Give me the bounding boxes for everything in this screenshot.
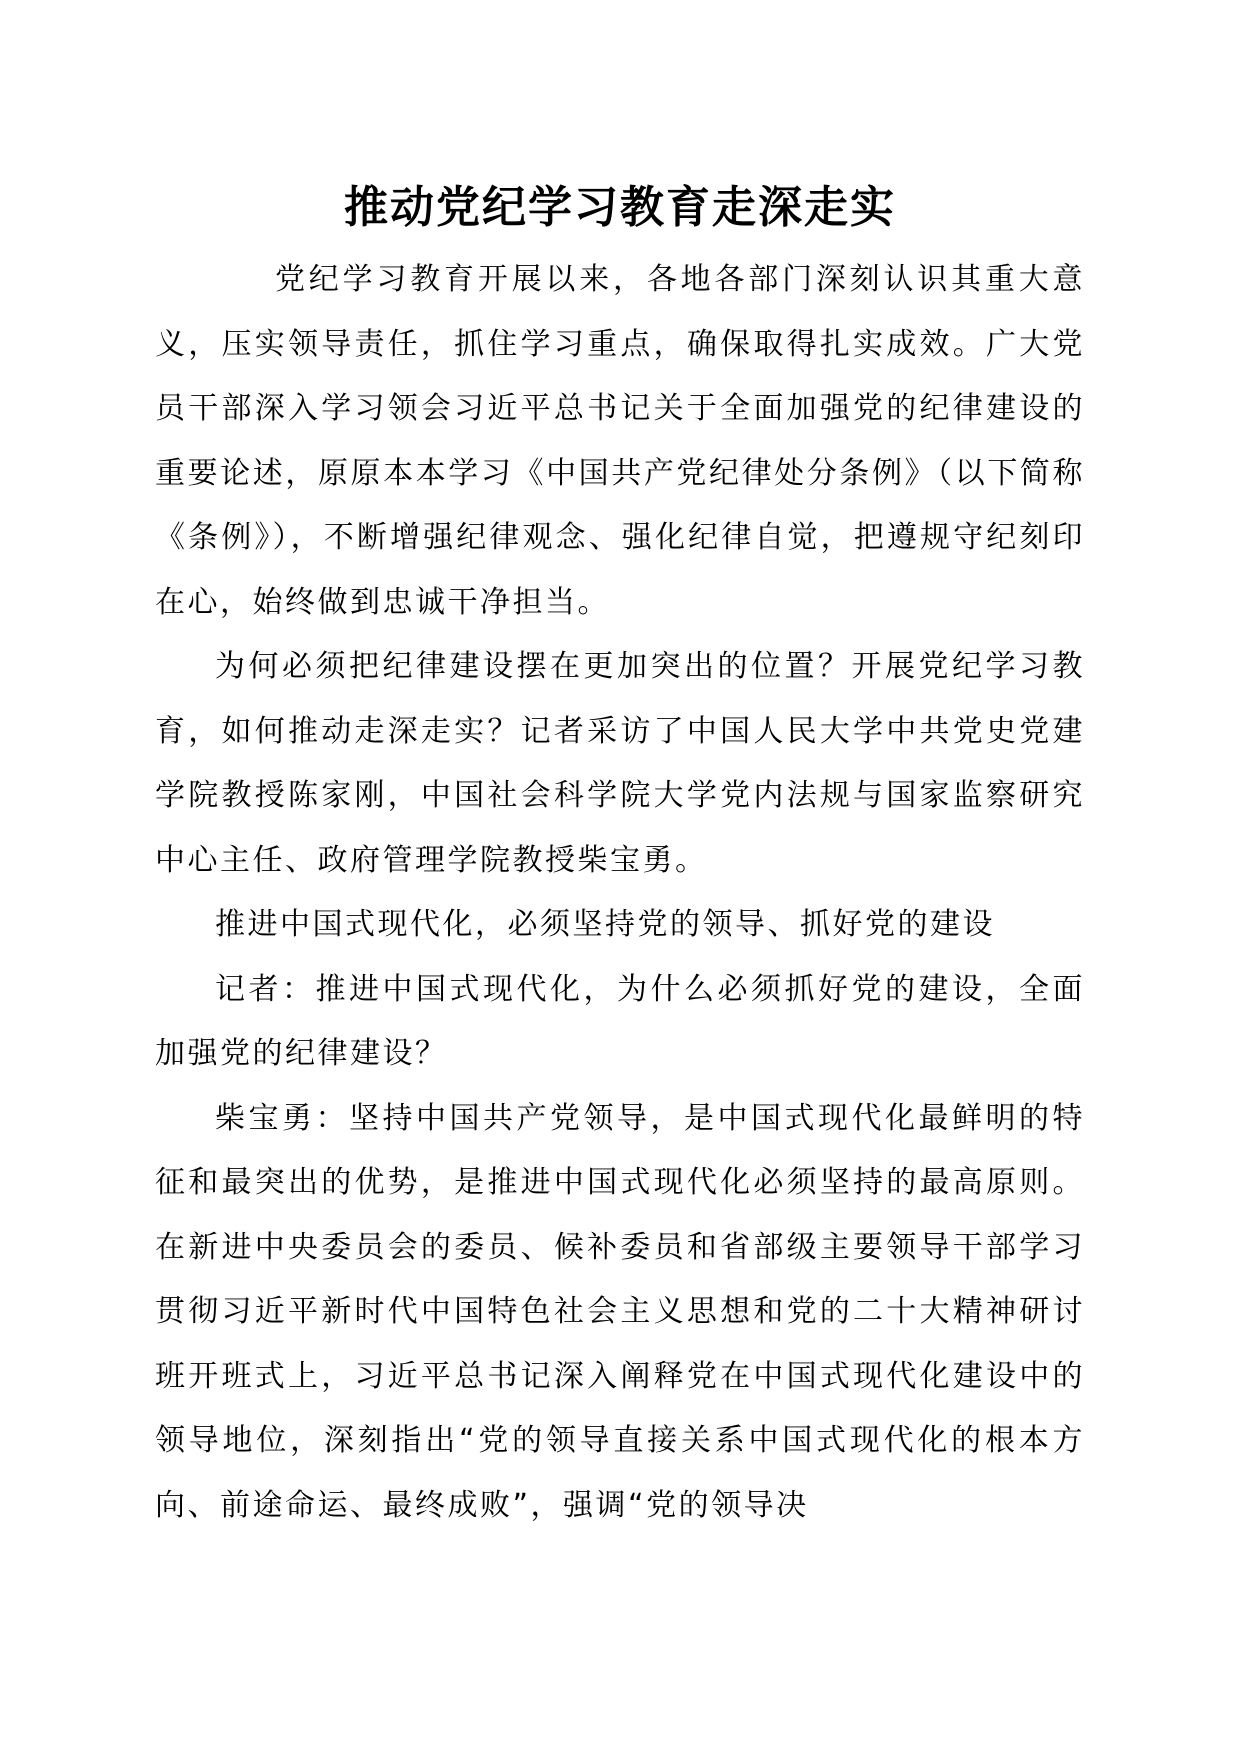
document-title: 推动党纪学习教育走深走实	[344, 182, 896, 233]
paragraph-intro: 党纪学习教育开展以来，各地各部门深刻认识其重大意义，压实领导责任，抓住学习重点，确保取得扎实成效。广大党员干部深入学习领会习近平总书记关于全面加强党的纪律建设的重要论述，原原本本学习《中国共产党纪律处分条例》（以下简称《条例》），不断增强纪律观念、强化纪律自觉，把遵规守纪刻印在心，始终做到忠诚干净担当。	[155, 262, 1085, 620]
paragraph-answer: 柴宝勇：坚持中国共产党领导，是中国式现代化最鲜明的特征和最突出的优势，是推进中国式现代化必须坚持的最高原则。在新进中央委员会的委员、候补委员和省部级主要领导干部学习贯彻习近平新时代中国特色社会主义思想和党的二十大精神研讨班开班式上，习近平总书记深入阐释党在中国式现代化建设中的领导地位，深刻指出“党的领导直接关系中国式现代化的根本方向、前途命运、最终成败”，强调“党的领导决	[155, 1100, 1085, 1523]
paragraph-reporter-question: 记者：推进中国式现代化，为什么必须抓好党的建设，全面加强党的纪律建设？	[155, 971, 1085, 1071]
section-subheading: 推进中国式现代化，必须坚持党的领导、抓好党的建设	[215, 907, 995, 942]
document-body	[155, 248, 1085, 1538]
paragraph-interview-intro: 为何必须把纪律建设摆在更加突出的位置？开展党纪学习教育，如何推动走深走实？记者采访了中国人民大学中共党史党建学院教授陈家刚，中国社会科学院大学党内法规与国家监察研究中心主任、政府管理学院教授柴宝勇。	[155, 649, 1085, 878]
